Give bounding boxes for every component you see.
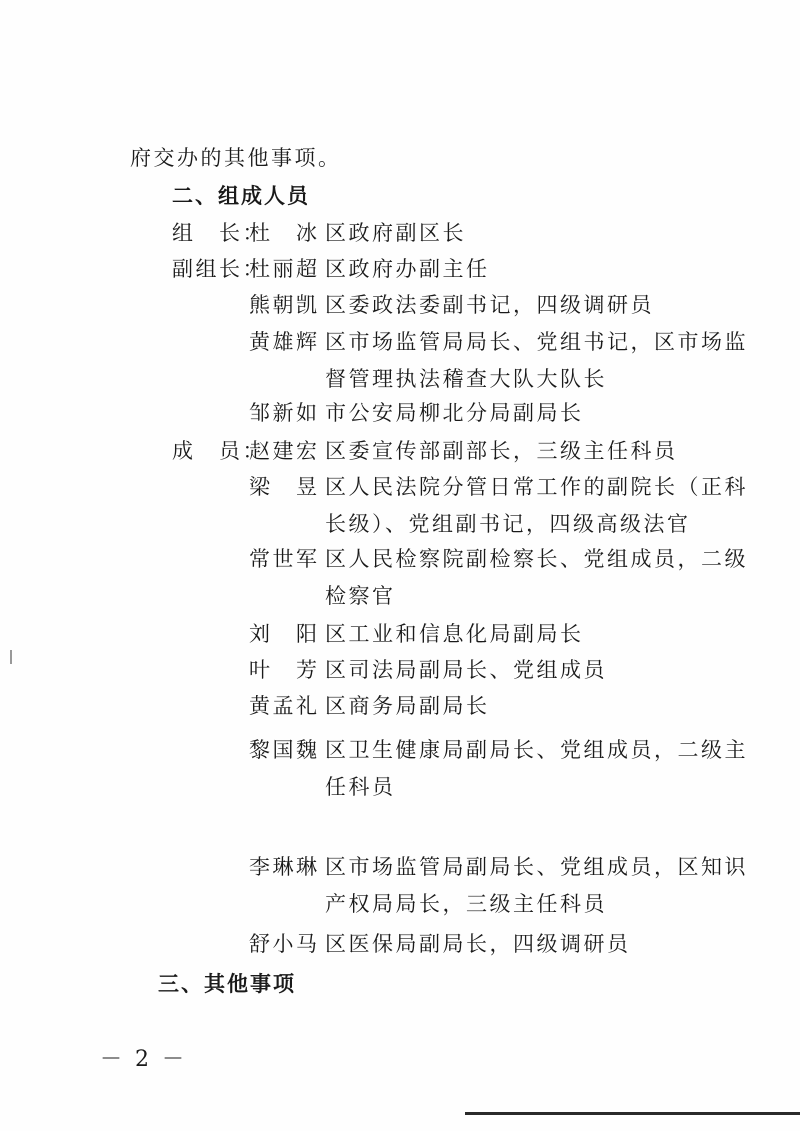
member-title-line: 区委政法委副书记，四级调研员 xyxy=(325,293,654,317)
member-title-line: 督管理执法稽查大队大队长 xyxy=(325,367,607,391)
member-title-line: 任科员 xyxy=(325,775,396,799)
member-title-line: 产权局局长，三级主任科员 xyxy=(325,892,607,916)
intro-line: 府交办的其他事项。 xyxy=(130,146,342,170)
member-title-line: 区工业和信息化局副局长 xyxy=(325,622,584,646)
member-title-line: 区委宣传部副部长，三级主任科员 xyxy=(325,439,678,463)
member-role-label: 组 长： xyxy=(172,221,266,245)
member-title-line: 区市场监管局局长、党组书记，区市场监 xyxy=(325,330,748,354)
footer-rule xyxy=(465,1112,800,1115)
member-title-line: 区政府办副主任 xyxy=(325,257,490,281)
member-name: 舒小马 xyxy=(249,932,320,956)
page-number: － 2 － xyxy=(100,1047,187,1072)
member-name: 刘 阳 xyxy=(249,622,320,646)
member-title-line: 区政府副区长 xyxy=(325,221,466,245)
member-name: 叶 芳 xyxy=(249,658,320,682)
member-title-line: 区司法局副局长、党组成员 xyxy=(325,658,607,682)
member-name: 常世军 xyxy=(249,547,320,571)
member-title-line: 区卫生健康局副局长、党组成员，二级主 xyxy=(325,738,748,762)
scan-mark xyxy=(10,650,12,664)
member-title-line: 区人民法院分管日常工作的副院长（正科 xyxy=(325,475,748,499)
section-heading-members: 二、组成人员 xyxy=(172,184,310,208)
member-name: 黄孟礼 xyxy=(249,694,320,718)
member-name: 赵建宏 xyxy=(249,439,320,463)
member-name: 黎国魏 xyxy=(249,738,320,762)
member-role-label: 副组长： xyxy=(172,257,266,281)
member-title-line: 检察官 xyxy=(325,584,396,608)
section-heading-other: 三、其他事项 xyxy=(158,972,296,996)
member-name: 梁 昱 xyxy=(249,475,320,499)
member-title-line: 区医保局副局长，四级调研员 xyxy=(325,932,631,956)
member-name: 邹新如 xyxy=(249,401,320,425)
member-title-line: 长级）、党组副书记，四级高级法官 xyxy=(325,512,691,536)
member-title-line: 市公安局柳北分局副局长 xyxy=(325,401,584,425)
member-title-line: 区人民检察院副检察长、党组成员，二级 xyxy=(325,547,748,571)
member-role-label: 成 员： xyxy=(172,439,266,463)
member-name: 杜丽超 xyxy=(249,257,320,281)
member-name: 黄雄辉 xyxy=(249,330,320,354)
member-name: 李琳琳 xyxy=(249,855,320,879)
member-name: 杜 冰 xyxy=(249,221,320,245)
member-name: 熊朝凯 xyxy=(249,293,320,317)
member-title-line: 区市场监管局副局长、党组成员，区知识 xyxy=(325,855,748,879)
member-title-line: 区商务局副局长 xyxy=(325,694,490,718)
